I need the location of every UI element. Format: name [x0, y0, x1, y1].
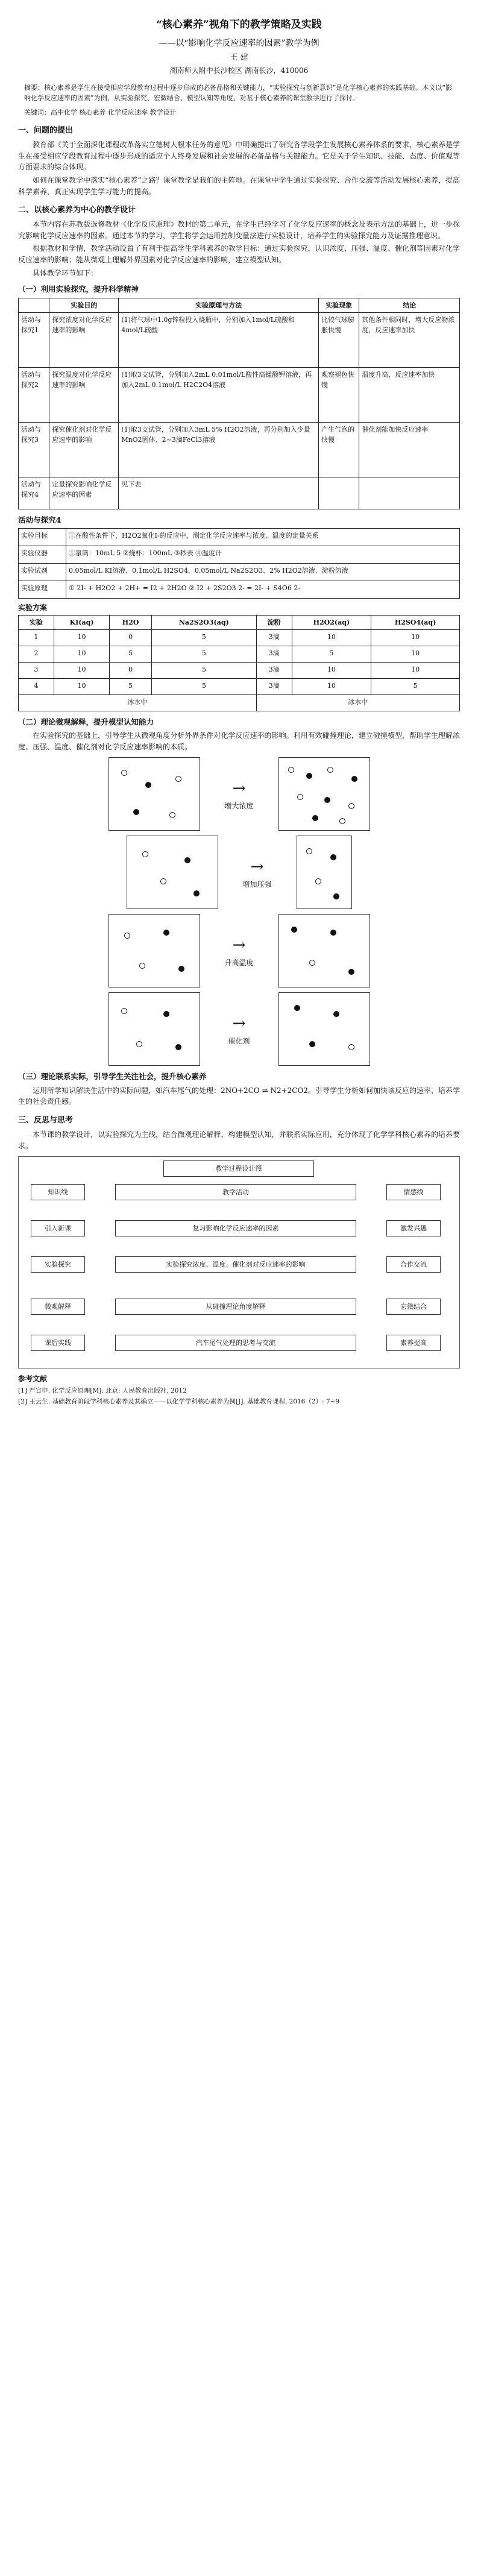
particle-box: [278, 914, 370, 987]
table-cell: 活动与探究4: [19, 477, 49, 509]
table-cell: 探究催化剂对化学反应速率的影响: [49, 422, 119, 477]
table-cell: 活动与探究3: [19, 422, 49, 477]
particle-box: [127, 836, 218, 909]
table-cell: 10: [371, 646, 460, 662]
table-cell: 10: [54, 629, 110, 646]
table-cell: 定量探究影响化学反应速率的因素: [49, 477, 119, 509]
table-row: [19, 646, 460, 662]
flow-right-box: 激发兴趣: [386, 1220, 441, 1236]
activity-table: [18, 298, 460, 509]
table-cell: 2: [19, 646, 54, 662]
table-cell: (1)取3支试管，分别加入2mL 0.01mol/L酸性高锰酸钾溶液，再加入2mL 0.1mol/L H2C2O4溶液: [119, 367, 319, 422]
experiment-info-table: [18, 528, 460, 599]
flow-right-box: 情感线: [386, 1184, 441, 1200]
subsection-heading: （一）利用实验探究，提升科学精神: [18, 285, 139, 294]
table-row: [19, 477, 460, 509]
paragraph: 本节课的教学设计，以实验探究为主线，结合微观理论解释，构建模型认知，并联系实际应用，充分体现了化学学科核心素养的培养要求。: [18, 1130, 460, 1150]
flow-left-box: 引入新课: [31, 1220, 85, 1236]
experiment-plan-table: [18, 615, 460, 711]
arrow-label: → 增加压强: [242, 857, 272, 889]
particle-box: [297, 836, 352, 909]
table-cell: 10: [292, 629, 371, 646]
table-cell: 5: [151, 662, 256, 678]
particle-box: [278, 992, 370, 1066]
flow-mid-box: 实验探究浓度、温度、催化剂对反应速率的影响: [115, 1256, 356, 1273]
section-heading: 二、以核心素养为中心的教学设计: [18, 206, 136, 215]
table-cell: 5: [110, 678, 151, 694]
flow-right-box: 宏微结合: [386, 1299, 441, 1315]
table-row: [19, 312, 460, 367]
table-row: [19, 546, 460, 564]
table-cell: 10: [371, 662, 460, 678]
particle-box: [278, 757, 370, 831]
table-cell: 10: [54, 646, 110, 662]
arrow-label: → 催化剂: [228, 1014, 250, 1046]
table-cell: 冰水中: [19, 694, 257, 711]
table-cell: 其他条件相同时，增大反应物浓度，反应速率加快: [359, 312, 460, 367]
table-header: 淀粉: [256, 615, 292, 629]
table-row: [19, 694, 460, 711]
table-title: 实验方案: [18, 603, 48, 613]
table-row: [19, 367, 460, 422]
reference-item: [2] 王云生. 基础教育阶段学科核心素养及其确立——以化学学科核心素养为例[J]. 基础教育课程, 2016（2）: 7~9: [18, 1397, 340, 1405]
table-row: [19, 564, 460, 581]
table-cell: (1)取3支试管，分别加入3mL 5% H2O2溶液，再分别加入少量MnO2固体、2~3滴FeCl3溶液: [119, 422, 319, 477]
table-cell: 观察褪色快慢: [318, 367, 359, 422]
reference-item: [1] 严宣申. 化学反应原理[M]. 北京: 人民教育出版社, 2012: [18, 1387, 187, 1394]
table-header: 实验目的: [49, 298, 119, 312]
references-title: 参考文献: [18, 1375, 48, 1384]
page-subtitle: ——以“影响化学反应速率的因素”教学为例: [159, 39, 319, 49]
flow-left-box: 实验探究: [31, 1256, 85, 1273]
paragraph: 教育部《关于全面深化课程改革落实立德树人根本任务的意见》中明确提出了研究各学段学生发展核心素养体系的要求，核心素养是学生在接受相应学段教育过程中逐步形成的适应个人终身发展和社会发展的必备品格与关键能力。它是关于学生知识、技能、态度、价值观等方面要求的综合体现。: [18, 140, 460, 172]
table-cell: 探究浓度对化学反应速率的影响: [49, 312, 119, 367]
particle-box: [108, 757, 200, 831]
subsection-heading: （三）理论联系实际，引导学生关注社会，提升核心素养: [18, 1072, 207, 1082]
table-cell: 5: [151, 678, 256, 694]
author: 王 建: [230, 53, 248, 63]
table-header: Na2S2O3(aq): [151, 615, 256, 629]
table-row: [19, 422, 460, 477]
paragraph: 根据教材和学情，教学活动设置了有利于提高学生学科素养的教学目标：通过实验探究，认识浓度、压强、温度、催化剂等因素对化学反应速率的影响；能从微观上理解外界因素对化学反应速率的影响，建立模型认知。: [18, 244, 460, 265]
flow-right-box: 素养提高: [386, 1335, 441, 1351]
table-cell: 实验试剂: [19, 564, 66, 581]
collision-model-diagram: [18, 757, 460, 1066]
table-cell: 3滴: [256, 678, 292, 694]
table-cell: 0: [110, 629, 151, 646]
table-cell: 0: [110, 662, 151, 678]
paragraph: 具体教学环节如下：: [33, 268, 98, 277]
page-title: “核心素养”视角下的教学策略及实践: [156, 19, 322, 31]
affiliation: 湖南师大附中长沙校区 湖南长沙，410006: [169, 66, 309, 75]
table-cell: 10: [371, 629, 460, 646]
table-cell: 10: [54, 662, 110, 678]
flow-left-box: 微观解释: [31, 1299, 85, 1315]
table-cell: 实验原理: [19, 581, 66, 599]
particle-box: [108, 914, 200, 987]
table-header: 实验: [19, 615, 54, 629]
table-row: [19, 529, 460, 546]
teaching-flowchart: [18, 1156, 460, 1368]
table-cell: 活动与探究1: [19, 312, 49, 367]
table-cell: 10: [54, 678, 110, 694]
table-cell: 实验目标: [19, 529, 66, 546]
table-header: 结论: [359, 298, 460, 312]
flow-mid-box: 汽车尾气处理的思考与交流: [115, 1335, 356, 1351]
table-cell: 10: [292, 678, 371, 694]
table-header: 实验原理与方法: [119, 298, 319, 312]
table-row: [19, 662, 460, 678]
table-header: [19, 298, 49, 312]
table-cell: 0.05mol/L KI溶液、0.1mol/L H2SO4、0.05mol/L Na2S2O3、2% H2O2溶液、淀粉溶液: [66, 564, 460, 581]
table-row: [19, 629, 460, 646]
table-header: H2O: [110, 615, 151, 629]
table-cell: 实验仪器: [19, 546, 66, 564]
flow-right-box: 合作交流: [386, 1256, 441, 1273]
flow-left-box: 知识线: [31, 1184, 85, 1200]
table-header: H2SO4(aq): [371, 615, 460, 629]
table-header: KI(aq): [54, 615, 110, 629]
table-cell: 4: [19, 678, 54, 694]
table-row: [19, 678, 460, 694]
table-cell: 5: [151, 629, 256, 646]
table-cell: 活动与探究2: [19, 367, 49, 422]
table-cell: 产生气泡的快慢: [318, 422, 359, 477]
section-heading: 一、问题的提出: [18, 126, 74, 135]
flow-mid-box: 从碰撞理论角度解释: [115, 1299, 356, 1315]
flow-mid-box: 教学活动: [115, 1184, 356, 1200]
table-cell: 冰水中: [256, 694, 459, 711]
flow-left-box: 课后实践: [31, 1335, 85, 1351]
table-cell: 探究温度对化学反应速率的影响: [49, 367, 119, 422]
table-cell: 见下表: [119, 477, 319, 509]
table-cell: 比较气球膨胀快慢: [318, 312, 359, 367]
abstract: 摘要：核心素养是学生在接受相应学段教育过程中逐步形成的必备品格和关键能力，“实验探究与创新意识”是化学核心素养的实践基础。本文以“影响化学反应速率的因素”为例，从实验探究、宏微结合、模型认知等角度，对基于核心素养的课堂教学进行了探讨。: [24, 83, 453, 102]
table-cell: 3: [19, 662, 54, 678]
arrow-label: → 增大浓度: [224, 779, 254, 811]
flowchart-title: 教学过程设计图: [163, 1160, 314, 1177]
paragraph: 运用所学知识解决生活中的实际问题，如汽车尾气的处理：2NO+2CO ⇌ N2+2CO2。引导学生分析如何加快该反应的速率，培养学生的社会责任感。: [18, 1086, 460, 1106]
table-cell: ①在酸性条件下，H2O2氧化I-的反应中，测定化学反应速率与浓度、温度的定量关系: [66, 529, 460, 546]
flow-mid-box: 复习影响化学反应速率的因素: [115, 1220, 356, 1236]
table-cell: (1)将气球中1.0g锌粒投入烧瓶中，分别加入1mol/L硫酸和4mol/L硫酸: [119, 312, 319, 367]
table-header: 实验现象: [318, 298, 359, 312]
section-heading: 三、反思与思考: [18, 1115, 74, 1125]
keywords: 关键词：高中化学 核心素养 化学反应速率 教学设计: [24, 108, 177, 116]
table-cell: 3滴: [256, 662, 292, 678]
arrow-label: → 升高温度: [224, 936, 254, 968]
table-cell: 10: [292, 662, 371, 678]
paragraph: 在实验探究的基础上，引导学生从微观角度分析外界条件对化学反应速率的影响。利用有效碰撞理论，建立碰撞模型，帮助学生理解浓度、压强、温度、催化剂对化学反应速率影响的本质。: [18, 731, 460, 751]
table-cell: 1: [19, 629, 54, 646]
table-cell: ① 2I- + H2O2 + 2H+ = I2 + 2H2O ② I2 + 2S2O3 2- = 2I- + S4O6 2-: [66, 581, 460, 599]
table-cell: 3滴: [256, 629, 292, 646]
table-cell: 3滴: [256, 646, 292, 662]
table-cell: [359, 477, 460, 509]
subsection-heading: 活动与探究4: [18, 515, 61, 524]
table-cell: [318, 477, 359, 509]
table-cell: 温度升高，反应速率加快: [359, 367, 460, 422]
table-cell: 5: [110, 646, 151, 662]
table-cell: 5: [292, 646, 371, 662]
table-cell: 催化剂能加快反应速率: [359, 422, 460, 477]
table-row: [19, 581, 460, 599]
table-cell: 5: [151, 646, 256, 662]
table-cell: 5: [371, 678, 460, 694]
table-cell: ①量筒：10mL 5 ②烧杯：100mL ③秒表 ④温度计: [66, 546, 460, 564]
table-header: H2O2(aq): [292, 615, 371, 629]
particle-box: [108, 992, 200, 1066]
paragraph: 本节内容在苏教版选修教材《化学反应原理》教材的第二单元，在学生已经学习了化学反应速率的概念及表示方法的基础上，进一步探究影响化学反应速率的因素。通过本节的学习，学生将学会运用控制变量法进行实验设计，培养学生的实验探究能力及证据推理意识。: [18, 220, 460, 240]
subsection-heading: （二）理论微观解释，提升模型认知能力: [18, 717, 154, 726]
paragraph: 如何在课堂教学中落实“核心素养”之路？课堂教学是我们的主阵地。在课堂中学生通过实验探究、合作交流等活动发展核心素养，提高科学素养，真正实现学生学习能力的提高。: [18, 175, 460, 196]
